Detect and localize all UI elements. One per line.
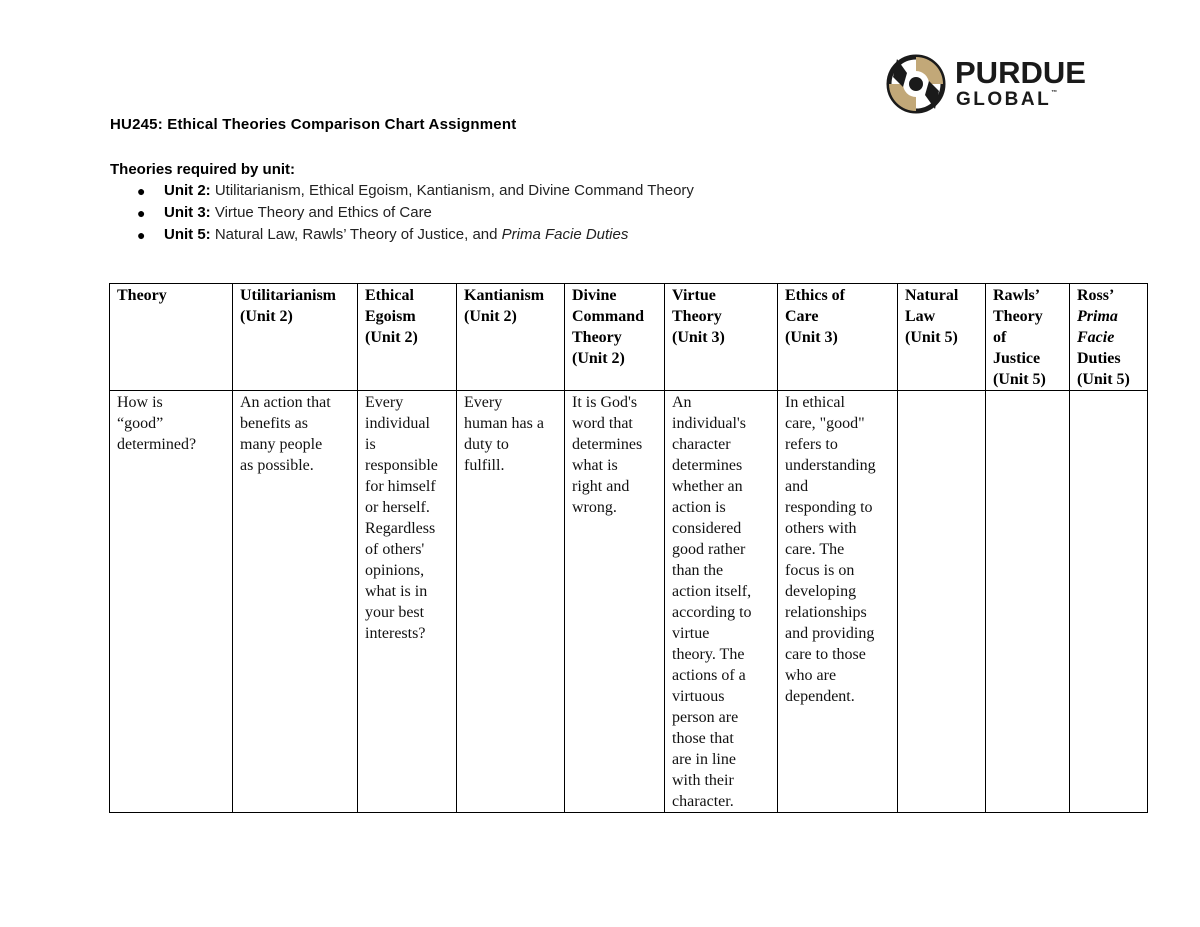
- header-text-line: (Unit 3): [785, 329, 838, 346]
- cell-text-line: refers to: [785, 436, 838, 453]
- header-text-line: Utilitarianism: [240, 287, 336, 304]
- header-text-line: Facie: [1077, 329, 1115, 346]
- header-text-line: of: [993, 329, 1007, 346]
- bullet-icon: ●: [137, 227, 146, 243]
- unit-theories: Natural Law, Rawls’ Theory of Justice, and: [210, 226, 502, 243]
- cell-text-line: who are: [785, 667, 837, 684]
- header-text-line: (Unit 5): [993, 371, 1046, 388]
- cell-text-line: An action that: [240, 394, 331, 411]
- cell-text-line: individual's: [672, 415, 746, 432]
- ethical-theories-comparison-table: [109, 283, 1148, 813]
- table-header-row: [110, 284, 1148, 391]
- cell-text-line: are in line: [672, 751, 736, 768]
- cell-text-line: human has a: [464, 415, 544, 432]
- cell-text-line: individual: [365, 415, 430, 432]
- cell-text-line: whether an: [672, 478, 743, 495]
- header-text-line: Theory: [572, 329, 622, 346]
- cell-text-line: opinions,: [365, 562, 425, 579]
- cell-text-line: actions of a: [672, 667, 746, 684]
- header-text-line: Theory: [117, 287, 167, 304]
- cell-text-line: right and: [572, 478, 630, 495]
- header-text-line: Virtue: [672, 287, 716, 304]
- cell-text-line: as possible.: [240, 457, 314, 474]
- header-text-line: Natural: [905, 287, 959, 304]
- header-text-line: Ethical: [365, 287, 414, 304]
- cell-text-line: of others': [365, 541, 425, 558]
- cell-text-line: Regardless: [365, 520, 436, 537]
- cell-text-line: many people: [240, 436, 323, 453]
- header-text-line: Law: [905, 308, 936, 325]
- table-header-cell: [778, 284, 898, 391]
- cell-text-line: Every: [464, 394, 503, 411]
- cell-text-line: is: [365, 436, 376, 453]
- cell-text-line: developing: [785, 583, 857, 600]
- cell-text-line: virtuous: [672, 688, 725, 705]
- cell-text-line: benefits as: [240, 415, 308, 432]
- cell-text-line: determines: [572, 436, 643, 453]
- cell-text-line: and: [785, 478, 809, 495]
- cell-text-line: character: [672, 436, 731, 453]
- unit-label: Unit 3:: [164, 204, 211, 221]
- table-cell: [665, 391, 778, 813]
- logo-wordmark-global: GLOBAL™: [956, 89, 1058, 110]
- header-text-line: Command: [572, 308, 645, 325]
- unit-requirement-item: [110, 225, 694, 247]
- cell-text-line: It is God's: [572, 394, 638, 411]
- cell-text-line: determined?: [117, 436, 197, 453]
- cell-text-line: focus is on: [785, 562, 855, 579]
- header-text-line: Theory: [672, 308, 722, 325]
- header-text-line: (Unit 2): [365, 329, 418, 346]
- unit-requirements-list: [110, 181, 694, 247]
- cell-text-line: relationships: [785, 604, 867, 621]
- unit-theories-italic: Prima Facie Duties: [501, 226, 629, 243]
- cell-text-line: theory. The: [672, 646, 745, 663]
- table-cell: [110, 391, 233, 813]
- cell-text-line: your best: [365, 604, 425, 621]
- cell-text-line: wrong.: [572, 499, 617, 516]
- header-text-line: Divine: [572, 287, 617, 304]
- cell-text-line: according to: [672, 604, 752, 621]
- bullet-icon: ●: [137, 183, 146, 199]
- cell-text-line: Every: [365, 394, 404, 411]
- cell-text-line: what is: [572, 457, 618, 474]
- purdue-global-logo-icon: [885, 53, 951, 115]
- unit-theories: Utilitarianism, Ethical Egoism, Kantianism, and Divine Command Theory: [210, 182, 694, 199]
- header-text-line: Kantianism: [464, 287, 545, 304]
- cell-text-line: for himself: [365, 478, 436, 495]
- table-header-cell: [1070, 284, 1148, 391]
- table-cell: [1070, 391, 1148, 813]
- cell-text-line: with their: [672, 772, 734, 789]
- table-cell: [986, 391, 1070, 813]
- cell-text-line: “good”: [117, 415, 164, 432]
- table-header-cell: [110, 284, 233, 391]
- table-header-cell: [986, 284, 1070, 391]
- unit-label: Unit 5:: [164, 226, 211, 243]
- table-header-cell: [565, 284, 665, 391]
- table-header-cell: [457, 284, 565, 391]
- header-text-line: Ross’: [1077, 287, 1115, 304]
- table-header-cell: [898, 284, 986, 391]
- cell-text-line: fulfill.: [464, 457, 505, 474]
- header-text-line: (Unit 3): [672, 329, 725, 346]
- cell-text-line: what is in: [365, 583, 428, 600]
- unit-requirement-item: [110, 203, 694, 225]
- bullet-icon: ●: [137, 205, 146, 221]
- cell-text-line: responding to: [785, 499, 873, 516]
- header-text-line: Care: [785, 308, 819, 325]
- table-body: [110, 391, 1148, 813]
- logo-wordmark-purdue: PURDUE: [955, 55, 1086, 90]
- header-text-line: (Unit 2): [240, 308, 293, 325]
- unit-theories: Virtue Theory and Ethics of Care: [210, 204, 432, 221]
- cell-text-line: word that: [572, 415, 633, 432]
- table-header-cell: [665, 284, 778, 391]
- cell-text-line: interests?: [365, 625, 426, 642]
- cell-text-line: those that: [672, 730, 734, 747]
- table-cell: [233, 391, 358, 813]
- table-cell: [358, 391, 457, 813]
- table-cell: [778, 391, 898, 813]
- cell-text-line: care. The: [785, 541, 845, 558]
- cell-text-line: virtue: [672, 625, 710, 642]
- header-text-line: Prima: [1077, 308, 1118, 325]
- cell-text-line: How is: [117, 394, 163, 411]
- table-cell: [457, 391, 565, 813]
- cell-text-line: or herself.: [365, 499, 430, 516]
- header-text-line: (Unit 5): [1077, 371, 1130, 388]
- cell-text-line: care to those: [785, 646, 866, 663]
- cell-text-line: than the: [672, 562, 724, 579]
- requirements-heading: Theories required by unit:: [110, 161, 296, 178]
- header-text-line: (Unit 2): [572, 350, 625, 367]
- cell-text-line: determines: [672, 457, 743, 474]
- unit-requirement-item: [110, 181, 694, 203]
- cell-text-line: duty to: [464, 436, 509, 453]
- trademark-symbol: ™: [1051, 90, 1058, 96]
- document-title: HU245: Ethical Theories Comparison Chart Assignment: [110, 116, 517, 133]
- cell-text-line: good rather: [672, 541, 746, 558]
- header-text-line: Justice: [993, 350, 1041, 367]
- cell-text-line: character.: [672, 793, 734, 810]
- unit-label: Unit 2:: [164, 182, 211, 199]
- table-cell: [565, 391, 665, 813]
- header-text-line: Ethics of: [785, 287, 845, 304]
- table-header-cell: [358, 284, 457, 391]
- cell-text-line: dependent.: [785, 688, 855, 705]
- cell-text-line: In ethical: [785, 394, 845, 411]
- cell-text-line: others with: [785, 520, 857, 537]
- header-text-line: (Unit 2): [464, 308, 517, 325]
- purdue-global-logo: [885, 53, 1095, 115]
- cell-text-line: care, "good": [785, 415, 865, 432]
- header-text-line: (Unit 5): [905, 329, 958, 346]
- cell-text-line: responsible: [365, 457, 438, 474]
- cell-text-line: understanding: [785, 457, 876, 474]
- cell-text-line: and providing: [785, 625, 875, 642]
- table-header-cell: [233, 284, 358, 391]
- header-text-line: Egoism: [365, 308, 416, 325]
- cell-text-line: action is: [672, 499, 726, 516]
- header-text-line: Theory: [993, 308, 1043, 325]
- cell-text-line: An: [672, 394, 692, 411]
- cell-text-line: considered: [672, 520, 742, 537]
- header-text-line: Duties: [1077, 350, 1121, 367]
- cell-text-line: action itself,: [672, 583, 752, 600]
- header-text-line: Rawls’: [993, 287, 1041, 304]
- table-row: [110, 391, 1148, 813]
- table-cell: [898, 391, 986, 813]
- cell-text-line: person are: [672, 709, 739, 726]
